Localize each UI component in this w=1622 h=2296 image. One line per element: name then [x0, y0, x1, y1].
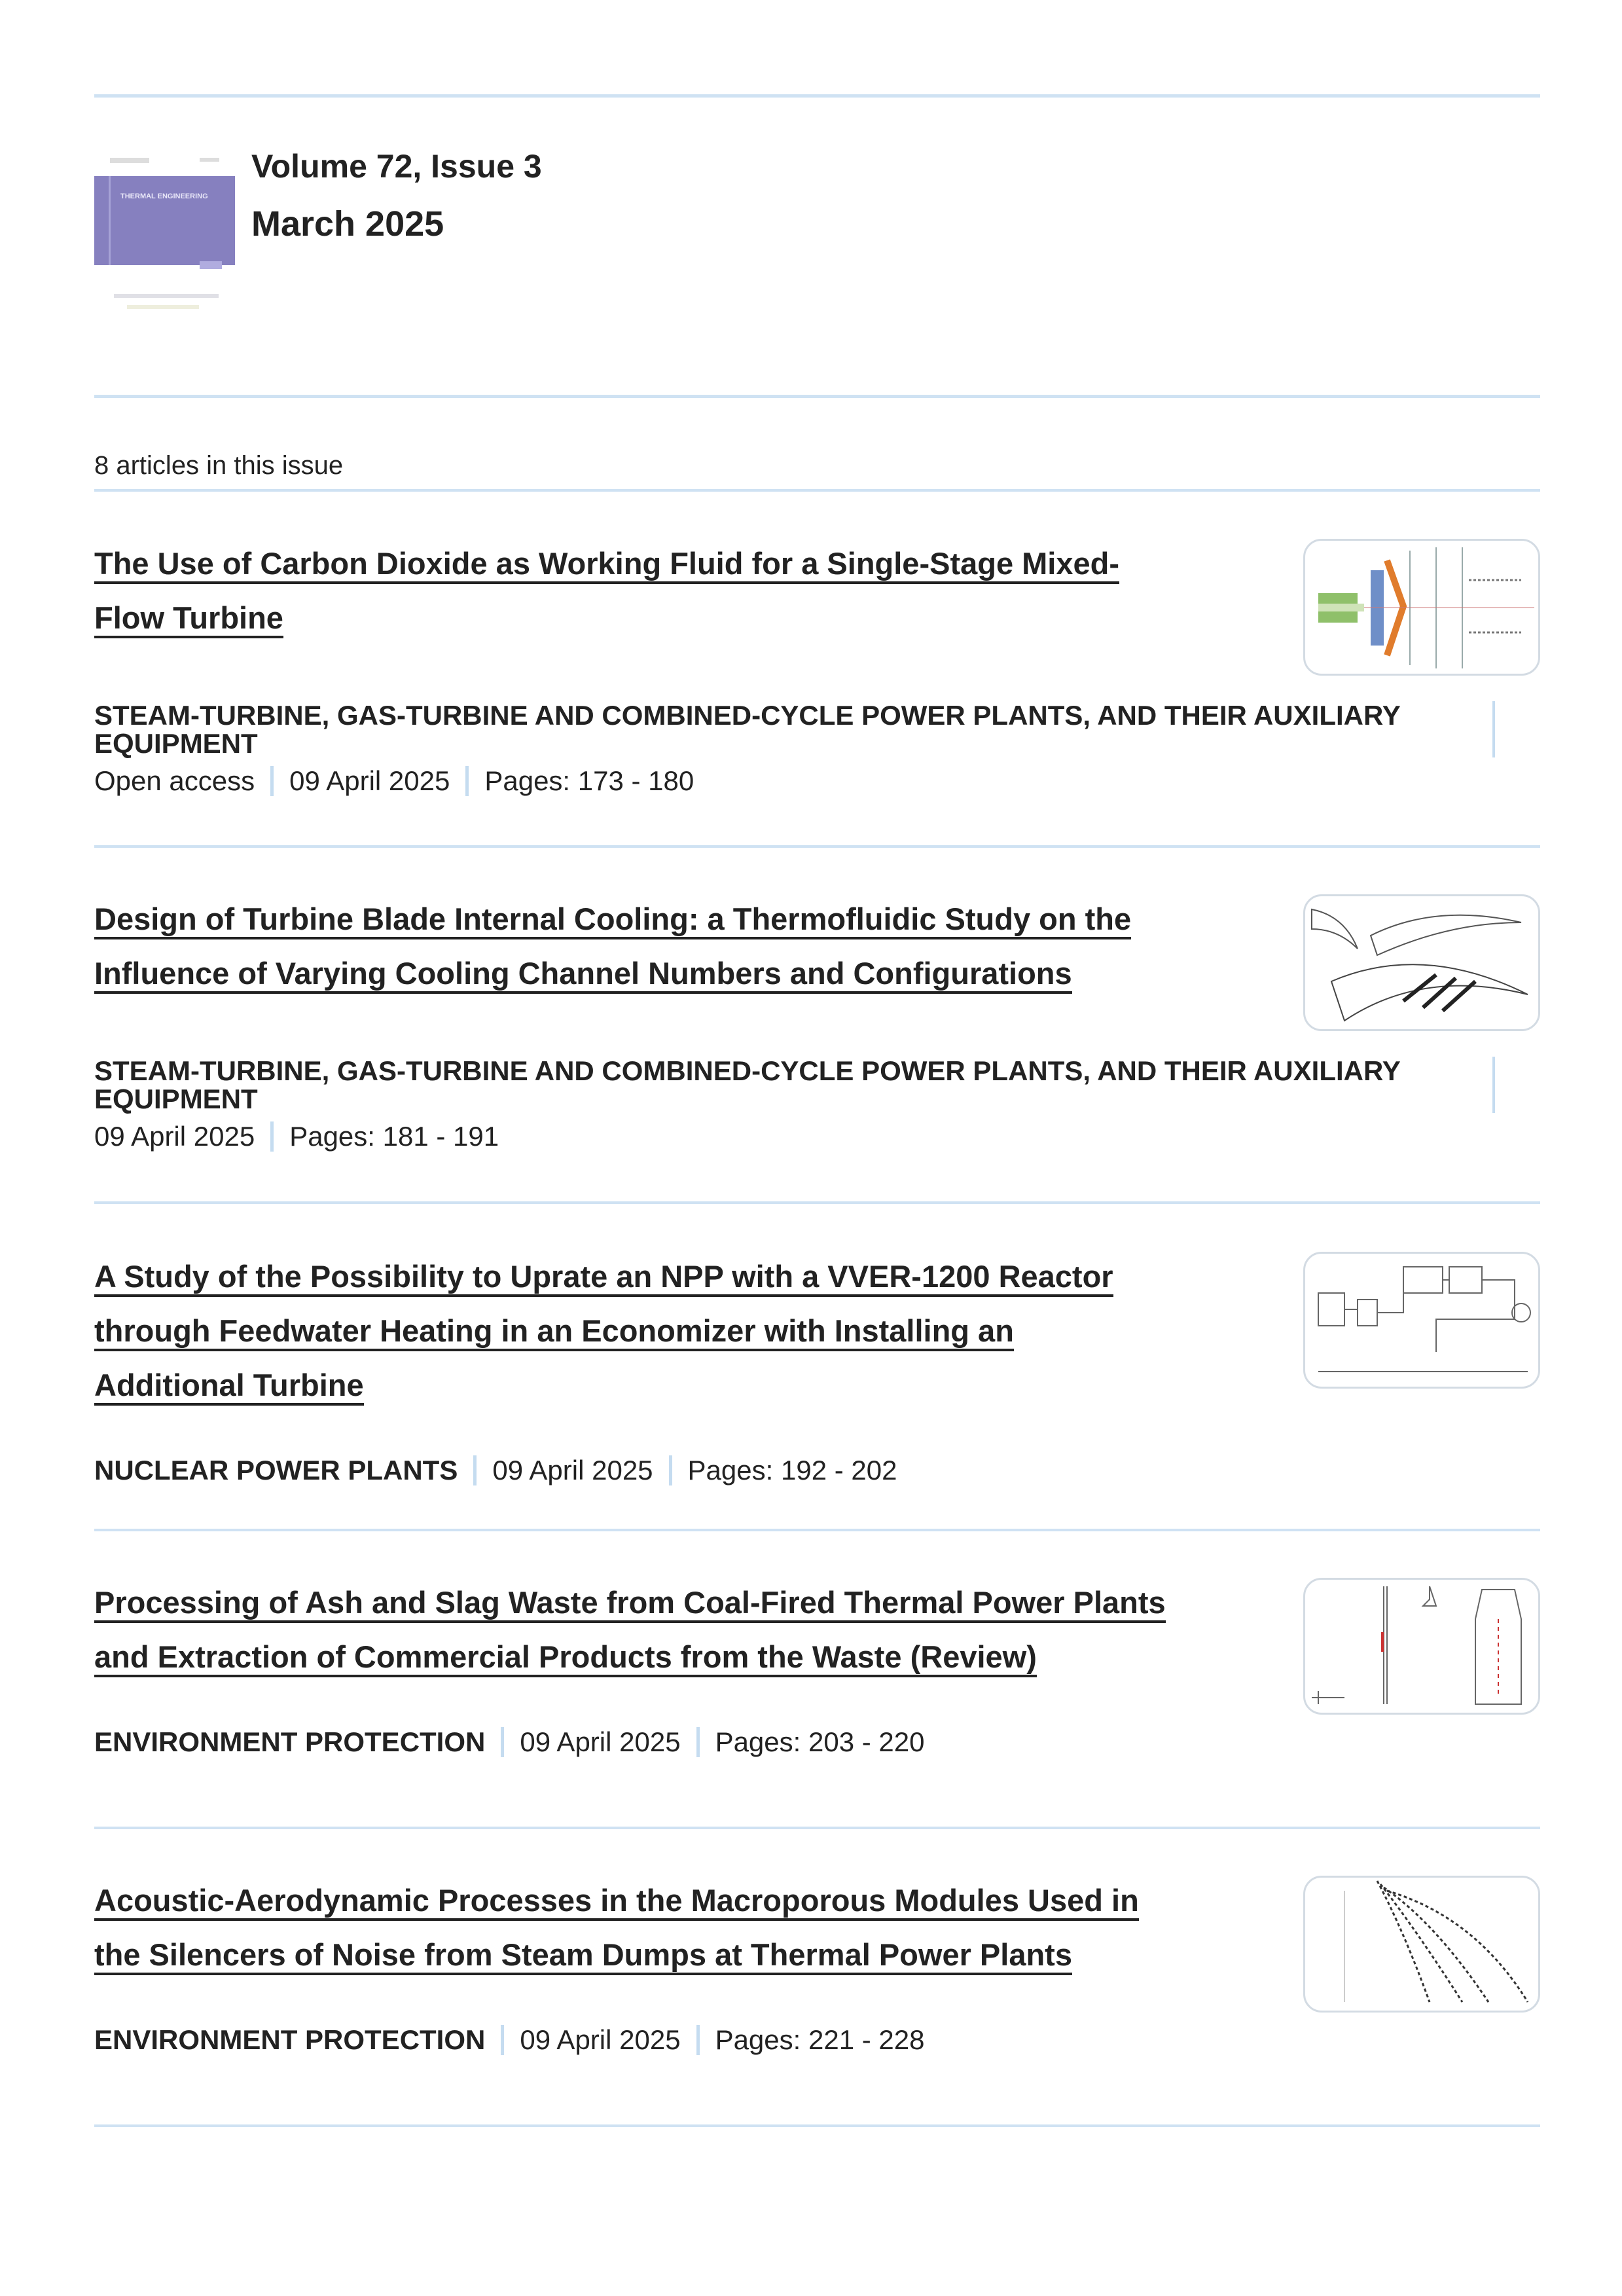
- article-meta: [94, 2024, 1540, 2056]
- issue-volume: Volume 72, Issue 3: [251, 148, 542, 185]
- article-category: ENVIRONMENT PROTECTION: [94, 1726, 486, 1757]
- published-date: 09 April 2025: [520, 1726, 681, 1757]
- article-meta: [94, 765, 1540, 797]
- separator: [270, 1121, 274, 1152]
- published-date: 09 April 2025: [94, 1121, 255, 1152]
- acoustic-plot-icon: [1305, 1878, 1538, 2011]
- article-category: ENVIRONMENT PROTECTION: [94, 2024, 486, 2055]
- furnace-diagram-icon: [1305, 1580, 1538, 1713]
- article-item: [94, 539, 1540, 797]
- published-date: 09 April 2025: [492, 1455, 653, 1485]
- published-date: 09 April 2025: [520, 2024, 681, 2055]
- turbine-diagram-icon: [1305, 541, 1538, 674]
- article-thumbnail[interactable]: [1303, 894, 1540, 1031]
- divider: [94, 489, 1540, 492]
- title-line[interactable]: Flow Turbine: [94, 600, 283, 638]
- title-line[interactable]: Processing of Ash and Slag Waste from Coal-Fired Thermal Power Plants: [94, 1585, 1166, 1623]
- issue-header: [94, 96, 1540, 396]
- article-meta: [94, 1726, 1540, 1758]
- title-line[interactable]: Additional Turbine: [94, 1368, 364, 1406]
- page-range: Pages: 221 - 228: [715, 2024, 925, 2055]
- divider: [94, 845, 1540, 848]
- article-category: STEAM-TURBINE, GAS-TURBINE AND COMBINED-CYCLE POWER PLANTS, AND THEIR AUXILIARY EQUIPMENT: [94, 1057, 1495, 1113]
- title-line[interactable]: The Use of Carbon Dioxide as Working Fluid for a Single-Stage Mixed-: [94, 546, 1119, 584]
- separator: [696, 2025, 700, 2055]
- cover-header-mark: [110, 158, 149, 163]
- cover-header-mark: [200, 158, 219, 162]
- divider: [94, 1201, 1540, 1204]
- article-item: [94, 894, 1540, 1153]
- page-range: Pages: 173 - 180: [484, 765, 694, 796]
- divider: [94, 1827, 1540, 1829]
- cover-badge: [200, 261, 222, 269]
- article-category: NUCLEAR POWER PLANTS: [94, 1455, 458, 1485]
- separator: [696, 1727, 700, 1757]
- springer-logo: [127, 305, 199, 309]
- published-date: 09 April 2025: [289, 765, 450, 796]
- open-access-badge: Open access: [94, 765, 255, 796]
- page-range: Pages: 181 - 191: [289, 1121, 499, 1152]
- title-line[interactable]: and Extraction of Commercial Products from the Waste (Review): [94, 1639, 1037, 1677]
- blade-diagram-icon: [1305, 896, 1538, 1029]
- separator: [669, 1455, 672, 1485]
- article-meta: [94, 1120, 1540, 1153]
- title-line[interactable]: the Silencers of Noise from Steam Dumps at Thermal Power Plants: [94, 1937, 1072, 1975]
- article-thumbnail[interactable]: [1303, 1252, 1540, 1389]
- article-meta: [94, 1454, 1540, 1487]
- article-category: STEAM-TURBINE, GAS-TURBINE AND COMBINED-CYCLE POWER PLANTS, AND THEIR AUXILIARY EQUIPMENT: [94, 701, 1495, 757]
- article-item: [94, 1252, 1540, 1487]
- article-item: [94, 1876, 1540, 2056]
- article-thumbnail[interactable]: [1303, 539, 1540, 676]
- separator: [501, 2025, 504, 2055]
- separator: [501, 1727, 504, 1757]
- page-range: Pages: 192 - 202: [687, 1455, 897, 1485]
- separator: [270, 766, 274, 796]
- npp-schematic-icon: [1305, 1254, 1538, 1387]
- divider: [94, 1529, 1540, 1531]
- title-line[interactable]: Acoustic-Aerodynamic Processes in the Macroporous Modules Used in: [94, 1883, 1139, 1921]
- title-line[interactable]: Influence of Varying Cooling Channel Numbers and Configurations: [94, 956, 1072, 994]
- separator: [465, 766, 469, 796]
- title-line[interactable]: Design of Turbine Blade Internal Cooling: a Thermofluidic Study on the: [94, 902, 1131, 939]
- issue-date: March 2025: [251, 204, 444, 244]
- article-thumbnail[interactable]: [1303, 1578, 1540, 1715]
- article-count: 8 articles in this issue: [94, 451, 344, 480]
- separator: [473, 1455, 477, 1485]
- article-thumbnail[interactable]: [1303, 1876, 1540, 2013]
- cover-panel: [94, 176, 235, 265]
- title-line[interactable]: A Study of the Possibility to Uprate an NPP with a VVER-1200 Reactor: [94, 1259, 1113, 1297]
- cover-title: THERMAL ENGINEERING: [120, 192, 208, 200]
- divider: [94, 2124, 1540, 2127]
- page-range: Pages: 203 - 220: [715, 1726, 925, 1757]
- journal-cover-image[interactable]: [94, 158, 235, 320]
- article-item: [94, 1578, 1540, 1758]
- publisher-logo: [114, 294, 219, 298]
- cover-spine: [109, 176, 111, 265]
- divider: [94, 395, 1540, 398]
- title-line[interactable]: through Feedwater Heating in an Economizer with Installing an: [94, 1313, 1014, 1351]
